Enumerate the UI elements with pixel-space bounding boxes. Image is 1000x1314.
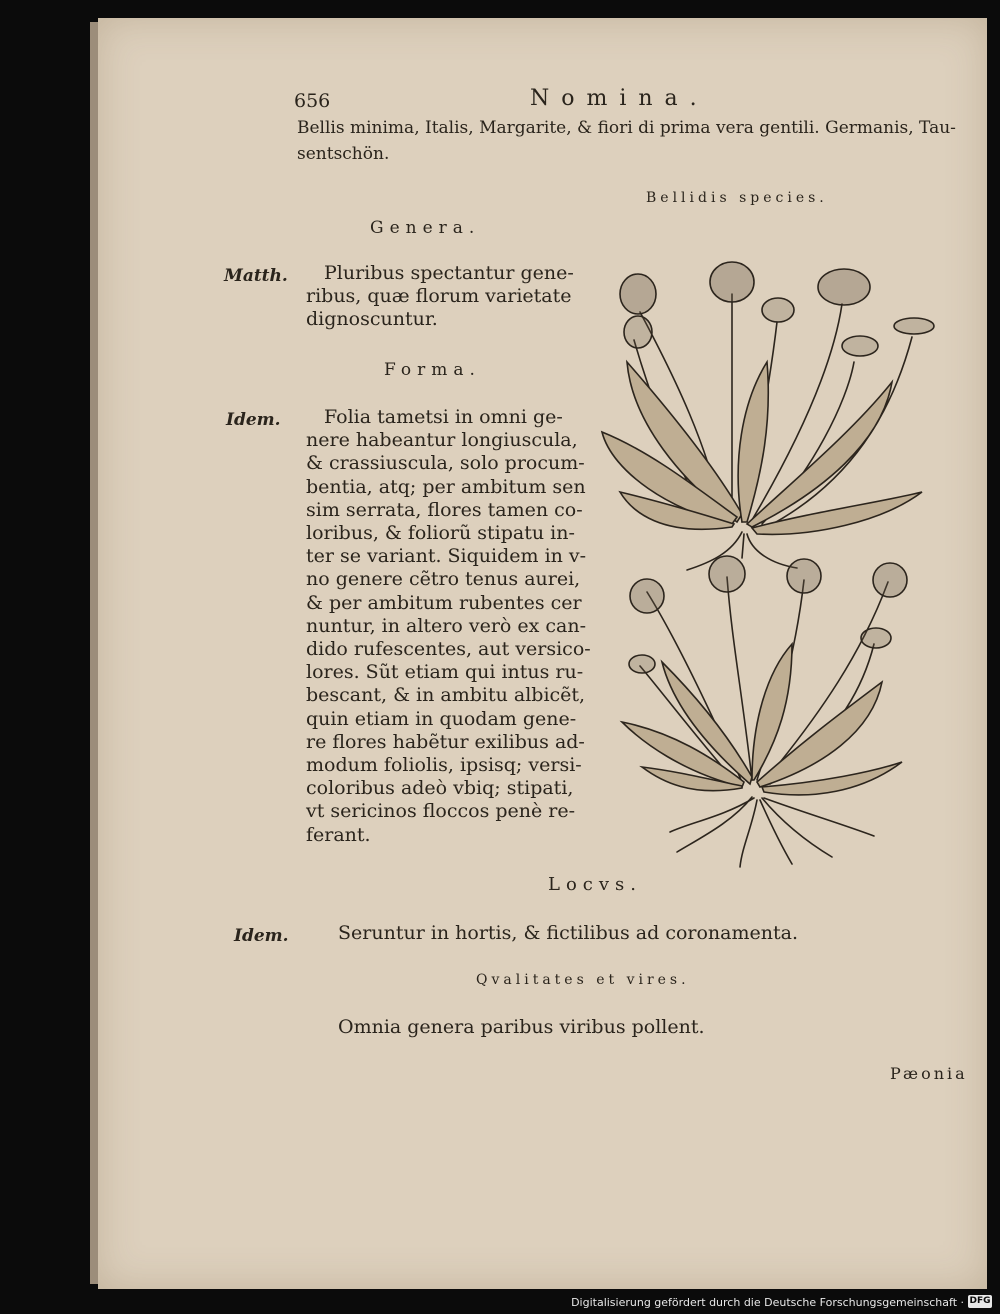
genera-margin-note: Matth. bbox=[224, 266, 288, 286]
forma-line: re flores habẽtur exilibus ad- bbox=[306, 730, 585, 753]
forma-line: & per ambitum rubentes cer bbox=[306, 591, 582, 614]
genera-line: ribus, quæ florum varietate bbox=[306, 285, 572, 308]
locus-text: Seruntur in hortis, & fictilibus ad coronamenta. bbox=[338, 922, 798, 944]
forma-line: lores. Sũt etiam qui intus ru- bbox=[306, 661, 584, 684]
genera-line: Pluribus spectantur gene- bbox=[324, 262, 574, 284]
forma-line: modum foliolis, ipsisq; versi- bbox=[306, 754, 582, 777]
footer-text: Digitalisierung gefördert durch die Deutsche Forschungsgemeinschaft · bbox=[571, 1296, 964, 1309]
footer-bar bbox=[0, 1290, 1000, 1314]
forma-line: bescant, & in ambitu albicẽt, bbox=[306, 684, 586, 707]
dfg-logo: DFG bbox=[969, 1296, 991, 1306]
forma-line: vt sericinos floccos penè re- bbox=[306, 800, 576, 823]
locus-margin-note: Idem. bbox=[234, 926, 289, 946]
forma-line: coloribus adeò vbiq; stipati, bbox=[306, 777, 574, 800]
daisy-woodcut-illustration bbox=[592, 252, 942, 872]
running-head: Nomina. bbox=[530, 86, 709, 111]
genera-line: dignoscuntur. bbox=[306, 308, 438, 331]
forma-line: Folia tametsi in omni ge- bbox=[324, 406, 563, 428]
forma-line: nuntur, in altero verò ex can- bbox=[306, 614, 587, 637]
forma-margin-note: Idem. bbox=[226, 410, 281, 430]
forma-line: loribus, & foliorũ stipatu in- bbox=[306, 522, 575, 545]
genera-paragraph bbox=[306, 262, 574, 332]
forma-line: bentia, atq; per ambitum sen bbox=[306, 475, 586, 498]
forma-line: quin etiam in quodam gene- bbox=[306, 707, 577, 730]
forma-paragraph bbox=[306, 406, 591, 847]
locus-heading: Locvs. bbox=[548, 874, 642, 895]
illustration-caption: Bellidis species. bbox=[646, 190, 828, 206]
forma-line: dido rufescentes, aut versico- bbox=[306, 638, 591, 661]
catchword: Pæonia bbox=[890, 1064, 968, 1083]
forma-line: ferant. bbox=[306, 823, 371, 846]
nomina-line-2: sentschön. bbox=[297, 144, 390, 164]
forma-line: sim serrata, flores tamen co- bbox=[306, 498, 583, 521]
forma-heading: Forma. bbox=[384, 360, 481, 380]
forma-line: nere habeantur longiuscula, bbox=[306, 429, 578, 452]
forma-line: & crassiuscula, solo procum- bbox=[306, 452, 585, 475]
forma-line: ter se variant. Siquidem in v- bbox=[306, 545, 587, 568]
qualitates-heading: Qvalitates et vires. bbox=[476, 972, 690, 988]
qualitates-text: Omnia genera paribus viribus pollent. bbox=[338, 1016, 705, 1038]
forma-line: no genere cẽtro tenus aurei, bbox=[306, 568, 581, 591]
genera-heading: Genera. bbox=[370, 218, 481, 238]
page-number: 656 bbox=[294, 90, 331, 112]
nomina-line-1: Bellis minima, Italis, Margarite, & fiori di prima vera gentili. Germanis, Tau- bbox=[297, 118, 956, 138]
